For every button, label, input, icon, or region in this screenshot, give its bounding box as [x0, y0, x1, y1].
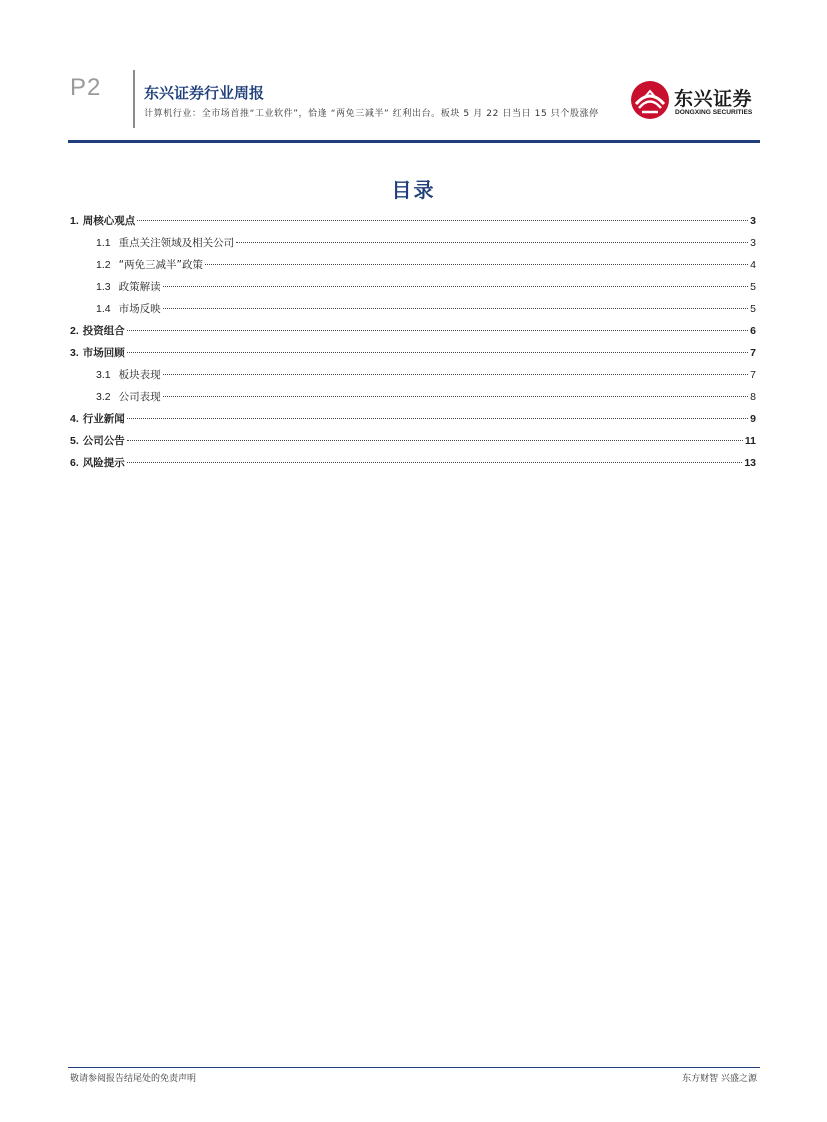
- toc-dot-leader: [205, 264, 748, 265]
- toc-entry-title: 投资组合: [82, 325, 125, 337]
- toc-entry-number: 1.1: [96, 237, 111, 249]
- toc-entry[interactable]: [70, 364, 756, 386]
- toc-entry-title: 市场回顾: [82, 347, 125, 359]
- toc-entry[interactable]: [70, 210, 756, 232]
- toc-entry-title: “两免三减半”政策: [118, 259, 203, 271]
- footer-disclaimer: 敬请参阅报告结尾处的免责声明: [70, 1074, 197, 1084]
- toc-entry-title: 行业新闻: [82, 413, 125, 425]
- toc-entry[interactable]: [70, 430, 756, 452]
- footer-rule: [68, 1067, 760, 1068]
- header-divider: [133, 70, 135, 128]
- toc-entry[interactable]: [70, 452, 756, 474]
- toc-entry[interactable]: [70, 232, 756, 254]
- toc-entry-number: 1.: [70, 215, 79, 227]
- company-logo: [630, 80, 760, 120]
- toc-dot-leader: [163, 308, 749, 309]
- toc-entry[interactable]: [70, 276, 756, 298]
- toc-entry-title: 周核心观点: [82, 215, 136, 227]
- toc-entry-title: 公司公告: [82, 435, 125, 447]
- toc-dot-leader: [127, 330, 748, 331]
- toc-entry-title: 政策解读: [118, 281, 161, 293]
- toc-entry-number: 5.: [70, 435, 79, 447]
- toc-entry-page: 5: [750, 281, 756, 293]
- toc-entry-page: 4: [750, 259, 756, 271]
- toc-entry-title: 板块表现: [118, 369, 161, 381]
- report-title: 东兴证券行业周报: [144, 84, 265, 102]
- toc-entry-number: 6.: [70, 457, 79, 469]
- toc-entry-page: 7: [750, 369, 756, 381]
- toc-entry-title: 风险提示: [82, 457, 125, 469]
- toc-entry-page: 6: [750, 325, 756, 337]
- toc-dot-leader: [127, 462, 743, 463]
- toc-entry-number: 1.3: [96, 281, 111, 293]
- toc-entry-page: 13: [744, 457, 756, 469]
- toc-entry-number: 4.: [70, 413, 79, 425]
- logo-emblem-icon: [630, 80, 670, 120]
- toc-entry-number: 2.: [70, 325, 79, 337]
- toc-entry-number: 3.1: [96, 369, 111, 381]
- toc-entry[interactable]: [70, 298, 756, 320]
- toc-dot-leader: [163, 374, 749, 375]
- toc-entry[interactable]: [70, 320, 756, 342]
- toc-dot-leader: [127, 352, 748, 353]
- header-rule: [68, 140, 760, 143]
- toc-entry-page: 7: [750, 347, 756, 359]
- toc-entry-page: 8: [750, 391, 756, 403]
- logo-name-cn: 东兴证券: [674, 88, 753, 110]
- page-number: P2: [70, 74, 102, 101]
- toc-entry-page: 11: [744, 435, 756, 447]
- toc-entry-page: 3: [750, 215, 756, 227]
- toc-entry-page: 9: [750, 413, 756, 425]
- toc-entry-title: 重点关注领域及相关公司: [118, 237, 235, 249]
- toc-entry[interactable]: [70, 254, 756, 276]
- toc-entry-page: 5: [750, 303, 756, 315]
- toc-entry-number: 3.: [70, 347, 79, 359]
- toc-dot-leader: [163, 396, 749, 397]
- toc-entry[interactable]: [70, 342, 756, 364]
- toc-entry-number: 3.2: [96, 391, 111, 403]
- toc-dot-leader: [137, 220, 748, 221]
- toc-dot-leader: [236, 242, 748, 243]
- logo-name-en: DONGXING SECURITIES: [675, 109, 753, 116]
- toc-entry[interactable]: [70, 386, 756, 408]
- toc-entry-page: 3: [750, 237, 756, 249]
- toc-dot-leader: [127, 418, 748, 419]
- footer-slogan: 东方财智 兴盛之源: [682, 1074, 757, 1084]
- toc-entry-title: 公司表现: [118, 391, 161, 403]
- toc-entry-title: 市场反映: [118, 303, 161, 315]
- toc-heading: 目录: [391, 178, 436, 202]
- toc-dot-leader: [163, 286, 749, 287]
- toc-entry[interactable]: [70, 408, 756, 430]
- toc-entry-number: 1.2: [96, 259, 111, 271]
- table-of-contents: [70, 210, 756, 474]
- report-subtitle: 计算机行业：全市场首推“工业软件”，恰逢 “两免三减半” 红利出台。板块 5 月 22 日当日 15 只个股涨停: [144, 109, 599, 119]
- toc-entry-number: 1.4: [96, 303, 111, 315]
- toc-dot-leader: [127, 440, 743, 441]
